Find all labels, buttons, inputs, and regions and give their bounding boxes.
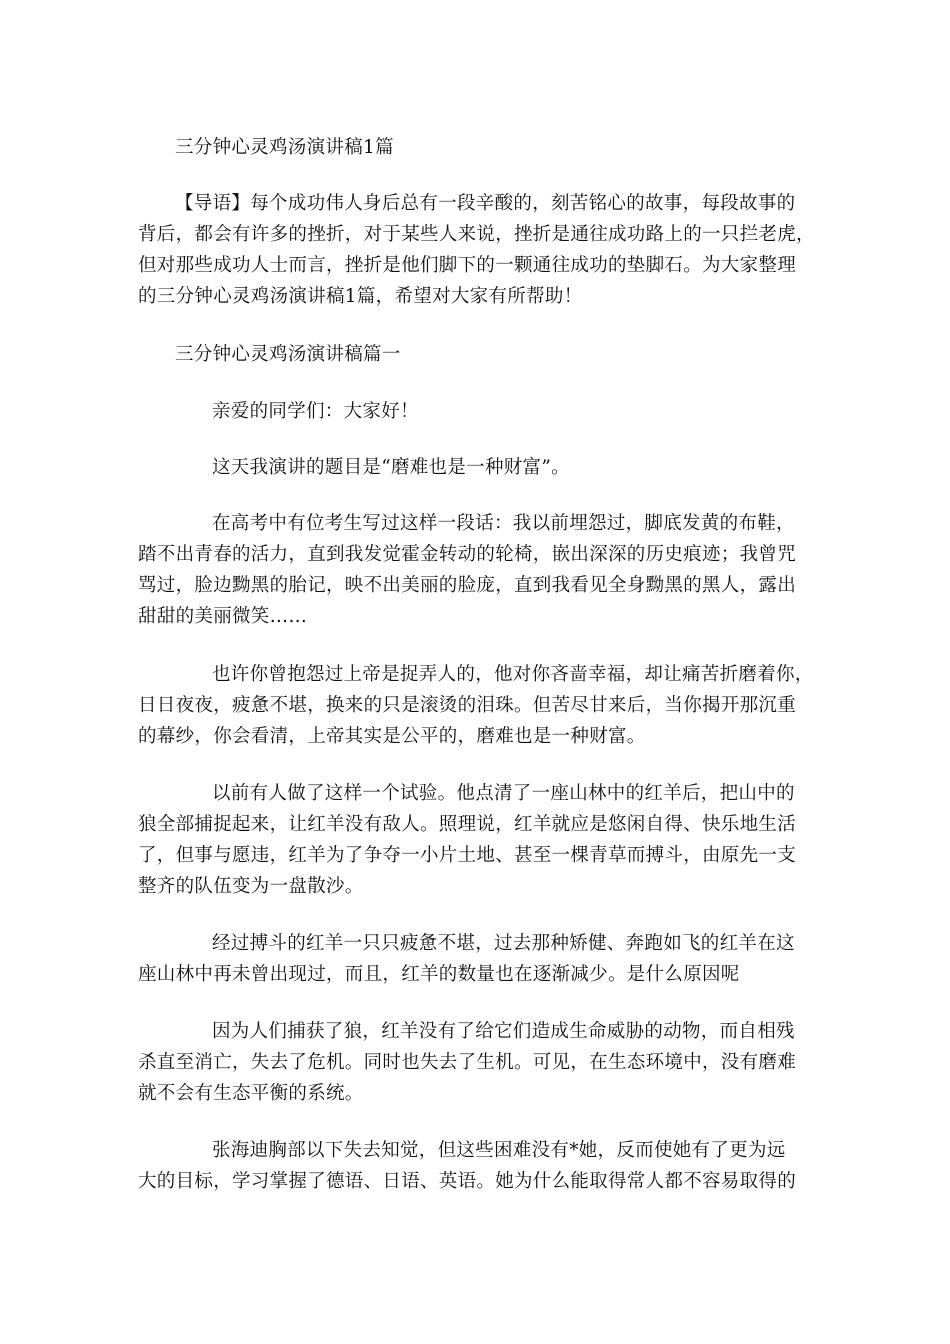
paragraph-line: 张海迪胸部以下失去知觉，但这些困难没有*她，反而使她有了更为远 [212,1140,786,1161]
title-line: 三分钟心灵鸡汤演讲稿1篇 [175,137,394,158]
paragraph-line: 整齐的队伍变为一盘散沙。 [138,876,364,897]
body-paragraph [138,1016,818,1109]
section-heading-line: 三分钟心灵鸡汤演讲稿篇一 [175,344,401,365]
speech-topic [138,452,818,483]
greeting [138,396,818,427]
paragraph-line: 在高考中有位考生写过这样一段话：我以前埋怨过，脚底发黄的布鞋， [212,513,795,534]
intro-line: 背后，都会有许多的挫折，对于某些人来说，挫折是通往成功路上的一只拦老虎， [138,224,815,245]
paragraph-line: 因为人们捕获了狼，红羊没有了给它们造成生命威胁的动物，而自相残 [212,1021,795,1042]
paragraph-line: 了，但事与愿违，红羊为了争夺一小片土地、甚至一棵青草而搏斗，由原先一支 [138,845,797,866]
body-paragraph [138,508,818,632]
paragraph-line: 以前有人做了这样一个试验。他点清了一座山林中的红羊后，把山中的 [212,783,795,804]
paragraph-line: 踏不出青春的活力，直到我发觉霍金转动的轮椅，嵌出深深的历史痕迹；我曾咒 [138,544,797,565]
body-paragraph [138,659,818,752]
intro-line: 但对那些成功人士而言，挫折是他们脚下的一颗通往成功的垫脚石。为大家整理 [138,255,797,276]
paragraph-line: 杀直至消亡，失去了危机。同时也失去了生机。可见，在生态环境中，没有磨难 [138,1052,797,1073]
body-paragraph [138,778,818,902]
paragraph-line: 也许你曾抱怨过上帝是捉弄人的，他对你吝啬幸福，却让痛苦折磨着你， [212,664,814,685]
body-paragraph [138,928,818,990]
paragraph-line: 甜甜的美丽微笑…… [138,606,308,627]
paragraph-line: 骂过，脸边黝黑的胎记，映不出美丽的脸庞，直到我看见全身黝黑的黑人，露出 [138,575,797,596]
paragraph-line: 的幕纱，你会看清，上帝其实是公平的，磨难也是一种财富。 [138,726,646,747]
greeting-line: 亲爱的同学们：大家好！ [212,401,419,422]
intro-paragraph [138,188,818,312]
paragraph-line: 狼全部捕捉起来，让红羊没有敌人。照理说，红羊就应是悠闲自得、快乐地生活 [138,814,797,835]
section-heading [138,339,818,370]
paragraph-line: 大的目标，学习掌握了德语、日语、英语。她为什么能取得常人都不容易取得的 [138,1171,797,1192]
paragraph-line: 经过搏斗的红羊一只只疲惫不堪，过去那种矫健、奔跑如飞的红羊在这 [212,933,795,954]
document-title [138,132,818,163]
paragraph-line: 座山林中再未曾出现过，而且，红羊的数量也在逐渐减少。是什么原因呢 [138,964,740,985]
paragraph-line: 就不会有生态平衡的系统。 [138,1083,364,1104]
topic-line: 这天我演讲的题目是“磨难也是一种财富”。 [212,457,570,478]
intro-line: 【导语】每个成功伟人身后总有一段辛酸的，刻苦铭心的故事，每段故事的 [175,193,796,214]
paragraph-line: 日日夜夜，疲惫不堪，换来的只是滚烫的泪珠。但苦尽甘来后，当你揭开那沉重 [138,695,797,716]
body-paragraph [138,1135,818,1197]
intro-line: 的三分钟心灵鸡汤演讲稿1篇，希望对大家有所帮助！ [138,286,583,307]
